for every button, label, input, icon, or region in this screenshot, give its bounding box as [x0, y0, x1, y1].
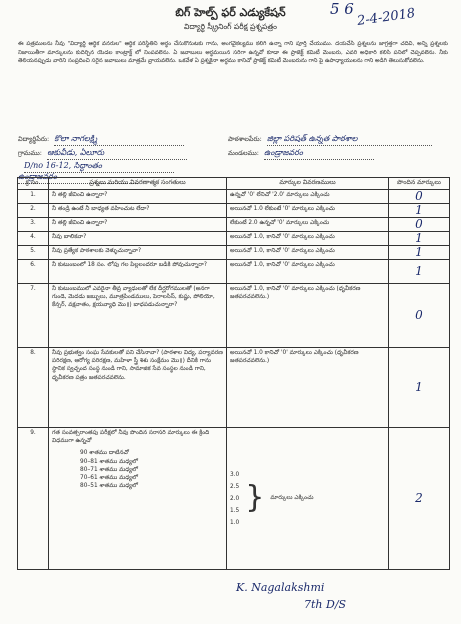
- row-number: 5.: [18, 246, 49, 260]
- row-question: గత సంవత్సరాంతపు పరీక్షలో నీవు పొందిన సరాసరి మార్కులు ఈ క్రింది విధముగా ఉన్నచో: [52, 430, 210, 445]
- row-marks: 1: [389, 348, 450, 428]
- grade-point: 1.0: [230, 519, 240, 526]
- row-scoring: లేకుంటే 2.0 ఉన్నచో '0' మార్కులు ఎక్కించు: [227, 218, 389, 232]
- row-scoring: అయినచో 1.0 కానిచో '0' మార్కులు ఎక్కించు (ధృవీకరణ జతపరచవలెను.): [227, 348, 389, 428]
- row-scoring-cell: [227, 428, 389, 570]
- mandal-field: [228, 140, 374, 160]
- grade-item: 70–61 శాతము మధ్యలో: [80, 475, 138, 482]
- student-name-label: విద్యార్థిపేరు:: [18, 135, 50, 143]
- row-scoring: అయినచో 1.0, కానిచో '0' మార్కులు ఎక్కించు: [227, 246, 389, 260]
- row-number: 7.: [18, 284, 49, 348]
- row-marks: 1: [389, 260, 450, 284]
- row-number: 8.: [18, 348, 49, 428]
- row-number: 4.: [18, 232, 49, 246]
- handwritten-mark: 5 6: [330, 0, 354, 18]
- row-scoring: మార్కులు ఎక్కించు: [270, 495, 314, 502]
- curly-brace-icon: }: [245, 480, 265, 516]
- row-marks: 2: [389, 428, 450, 570]
- address-value: D/no 16-12, సిద్ధాంతం: [24, 161, 174, 173]
- row-marks: 0: [389, 190, 450, 204]
- signature-class: 7th D/S: [304, 598, 347, 611]
- table-row: [18, 246, 450, 260]
- document-title: బిగ్ హెల్ప్ ఫర్ ఎడ్యుకేషన్: [175, 6, 286, 19]
- handwritten-date: 2-4-2018: [356, 6, 417, 29]
- questions-table: [17, 177, 450, 570]
- row-question: నీవు బాలికవా?: [49, 232, 227, 246]
- grade-item: 90–81 శాతము మధ్యలో: [80, 458, 138, 465]
- row-number: 9.: [18, 428, 49, 570]
- grade-point: 1.5: [230, 507, 240, 514]
- row-question-cell: [49, 428, 227, 570]
- row-scoring: అయినచో 1.0, కానిచో '0' మార్కులు ఎక్కించు: [227, 232, 389, 246]
- col-header-question: ప్రశ్నలు మరియు వివరణాత్మక సంగతులు: [49, 178, 227, 190]
- table-row: [18, 348, 450, 428]
- table-row: [18, 284, 450, 348]
- row-question: నీవు ప్రభుత్వం సంఘ సేవకులతో పని చేసినావా? (పాఠశాల విద్య, పర్యావరణ పరిరక్షణ, ఆరోగ్య పరిరక్షణ, మహిళా స్త్రీ శిశు సంక్షేమం మొ॥) దీనికి గాను స్థానిక స్వచ్ఛంద సంస్థ నుండి గాని, సామాజిక సేవ సంస్థల నుండి గాని, ధృవీకరణ పత్రం జతపరచవలెను.: [49, 348, 227, 428]
- grade-point: 3.0: [230, 471, 240, 478]
- row-scoring: ఉన్నచో '0' లేనిచో '2.0' మార్కులు ఎక్కించు: [227, 190, 389, 204]
- table-row: [18, 260, 450, 284]
- row-question: నీ కుటుంబంలో 18 సం. లోపు గల పిల్లలందరూ బడికి పోవుచున్నారా?: [49, 260, 227, 284]
- table-row: [18, 428, 450, 570]
- row-question: నీ తల్లి జీవించి ఉన్నారా?: [49, 218, 227, 232]
- grade-item: 90 శాతము దాటినచో: [80, 450, 129, 457]
- row-marks: 1: [389, 204, 450, 218]
- signature-name: K. Nagalakshmi: [236, 581, 325, 594]
- row-scoring: అయినచో 1.0, కానిచో '0' మార్కులు ఎక్కించు (ధృవీకరణ జతపరచవలెను.): [227, 284, 389, 348]
- grade-item: 80–51 శాతము మధ్యలో: [80, 483, 138, 490]
- mandal-value: ఉండ్రాజవరం: [264, 148, 374, 160]
- school-label: పాఠశాలపేరు:: [228, 135, 262, 143]
- grade-point: 2.5: [230, 483, 240, 490]
- document-subtitle: విద్యార్థి స్క్రీనింగ్ పరీక్ష ప్రశ్నపత్రం: [184, 22, 277, 31]
- student-name-value: కొలా నాగలక్ష్మి: [54, 134, 184, 146]
- table-row: [18, 204, 450, 218]
- table-row: [18, 190, 450, 204]
- instructions-paragraph: ఈ పత్రములను నీవు "విద్యార్థి ఆర్థిక వనరుల" ఆర్థిక పరిస్థితిని అర్థం చేసుకొనుటకు గాను, అంగవైకల్యము కలిగి ఉన్నా గాని పూర్తి చేయుము. దయచేసి ప్రశ్నలను జాగ్రత్తగా చదివి, అన్ని ప్రశ్నలకు నిజాయితీగా మార్కులను కుదిర్చిన యెడల కాంట్రాక్ట్ లో నింపవలెను. ఏ జవాబులు అర్థమయిన సరిగా ఉన్నవో కూడా ఈ ప్రాజెక్ట్ కమిటీ మెంబరు, ఎవరి అధికారి కలిసి పనిలో చెప్పవలెను. నీకు తెలియనప్పుడు వారిని సంప్రదించి సరైన జవాబులు మాత్రమే వ్రాయవలెను. ఒకవేళ ఏ ప్రశ్నకైనా అర్థము కానిచో ప్రాజెక్ట్ కమిటీ మెంబరును గాని పై ఉపాధ్యాయులను గాని అడిగి తెలుసుకోవలెను.: [18, 41, 448, 65]
- grade-list: [52, 449, 223, 490]
- row-marks: 1: [389, 232, 450, 246]
- grade-points-list: [230, 469, 239, 529]
- table-header-row: [18, 178, 450, 190]
- village-value: ఆకువీడు, ఏలూరు: [47, 148, 187, 160]
- row-question: నీవు ప్రత్యేక పాఠశాలకు వెళ్ళుచున్నావా?: [49, 246, 227, 260]
- table-row: [18, 232, 450, 246]
- row-number: 3.: [18, 218, 49, 232]
- row-number: 2.: [18, 204, 49, 218]
- row-marks: 1: [389, 246, 450, 260]
- school-value: జిల్లా పరిషత్ ఉన్నత పాఠశాల: [267, 134, 432, 146]
- col-header-marks: పొందిన మార్కులు: [389, 178, 450, 190]
- row-question: నీ తండ్రి ఉంటే నీ బాధ్యత వహించుట లేదా?: [49, 204, 227, 218]
- row-question: నీ తల్లి జీవించి ఉన్నారా?: [49, 190, 227, 204]
- row-question: నీ కుటుంబములో ఎవరైనా తీవ్ర వ్యాధులతో లేక దీర్ఘరోగములతో (అనగా గుండె, మెదడు జబ్బులు, మూత్రపిండములు, పెరాలసిస్, కుష్టు, పోలియో, కేన్సర్, వక్షవాతం, క్షయవ్యాధి మొ॥) బాధపడుచున్నారా?: [49, 284, 227, 348]
- grade-item: 80–71 శాతము మధ్యలో: [80, 466, 138, 473]
- row-number: 6.: [18, 260, 49, 284]
- row-scoring: అయినచో 1.0, కానిచో '0' మార్కులు ఎక్కించు: [227, 260, 389, 284]
- table-row: [18, 218, 450, 232]
- row-marks: 0: [389, 218, 450, 232]
- grade-point: 2.0: [230, 495, 240, 502]
- col-header-serial: క్ర.సం.: [18, 178, 49, 190]
- village-label: గ్రామము:: [18, 149, 42, 157]
- row-scoring: అయినచో 1.0 లేకుంటే '0' మార్కులు ఎక్కించు: [227, 204, 389, 218]
- col-header-scoring: మార్కుల వివరణములు: [227, 178, 389, 190]
- address2-value: ఉండ్రాజవరం: [18, 172, 138, 184]
- mandal-label: మండలము:: [228, 149, 259, 157]
- row-marks: 0: [389, 284, 450, 348]
- row-number: 1.: [18, 190, 49, 204]
